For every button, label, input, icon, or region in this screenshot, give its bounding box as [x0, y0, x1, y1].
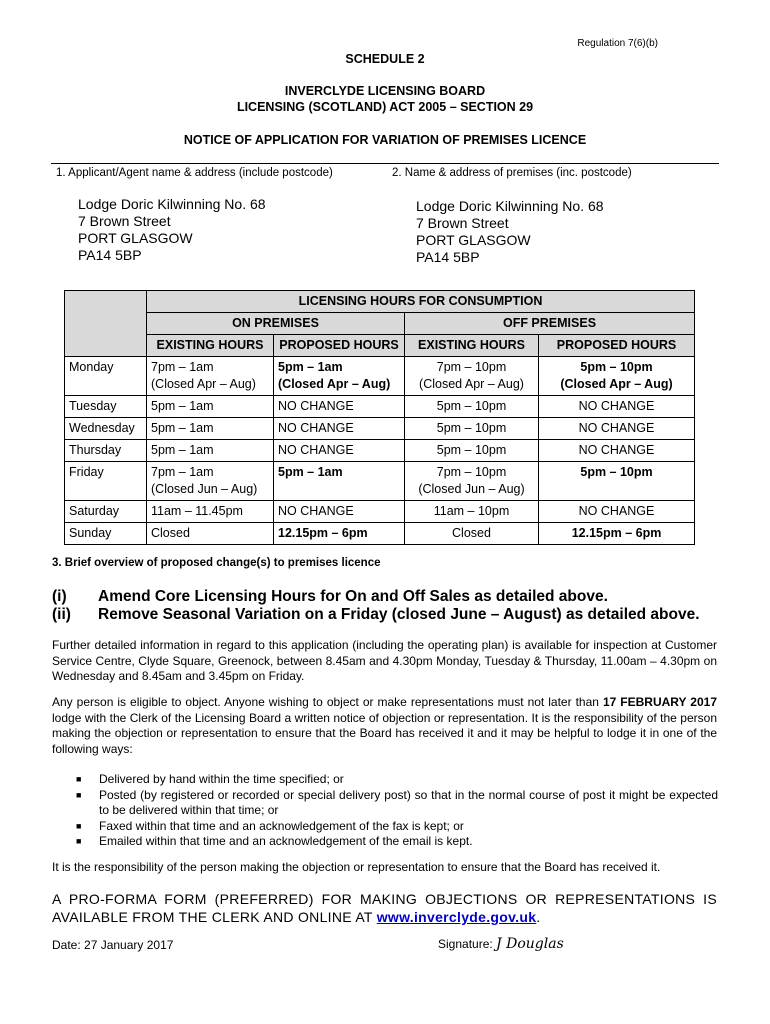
table-row	[65, 357, 695, 396]
schedule-heading: SCHEDULE 2	[345, 52, 425, 66]
notice-date: Date: 27 January 2017	[52, 938, 174, 952]
list-item-text: Posted (by registered or recorded or special delivery post) so that in the normal course of post it might be expected to be delivered within that time; or	[99, 787, 718, 817]
cell-line: Closed	[151, 526, 190, 540]
website-link[interactable]: www.inverclyde.gov.uk	[376, 909, 537, 925]
applicant-label: 1. Applicant/Agent name & address (include postcode)	[56, 167, 333, 179]
list-item	[72, 819, 718, 835]
notice-heading: NOTICE OF APPLICATION FOR VARIATION OF PREMISES LICENCE	[183, 133, 587, 147]
table-row	[65, 440, 695, 462]
cell-line: (Closed Jun – Aug)	[151, 482, 258, 496]
applicant-address	[78, 196, 266, 264]
cell-line: 7pm – 1am	[151, 360, 214, 374]
change-text: Amend Core Licensing Hours for On and Off Sales as detailed above.	[98, 588, 608, 605]
day-cell: Thursday	[65, 440, 147, 462]
proforma-text: A PRO-FORMA FORM (PREFERRED) FOR MAKING OBJECTIONS OR REPRESENTATIONS IS AVAILABLE FROM THE CLERK AND ONLINE AT	[52, 891, 717, 925]
address-line: 7 Brown Street	[416, 215, 509, 231]
off-proposed-cell	[539, 501, 695, 523]
on-existing-cell	[147, 357, 274, 396]
on-proposed-cell	[274, 357, 405, 396]
off-existing-cell	[405, 440, 539, 462]
off-proposed-cell	[539, 523, 695, 545]
signature-name: J Douglas	[496, 936, 564, 952]
off-existing-cell	[405, 357, 539, 396]
list-item-text: Faxed within that time and an acknowledgement of the fax is kept; or	[99, 818, 464, 833]
on-proposed-cell	[274, 418, 405, 440]
cell-line: NO CHANGE	[578, 421, 655, 435]
table-row	[65, 523, 695, 545]
address-line: 7 Brown Street	[78, 213, 171, 229]
on-existing-header: EXISTING HOURS	[147, 335, 274, 357]
board-heading: INVERCLYDE LICENSING BOARD	[284, 84, 486, 98]
cell-line: 5pm – 1am	[151, 399, 214, 413]
change-text: Remove Seasonal Variation on a Friday (closed June – August) as detailed above.	[98, 606, 700, 623]
act-heading: LICENSING (SCOTLAND) ACT 2005 – SECTION 29	[236, 100, 534, 114]
table-corner	[65, 291, 147, 357]
regulation-reference: Regulation 7(6)(b)	[577, 38, 658, 49]
signature-label: Signature:	[438, 937, 493, 951]
cell-line: NO CHANGE	[578, 443, 655, 457]
cell-line: 5pm – 10pm	[436, 399, 507, 413]
cell-line: 11am – 10pm	[433, 504, 510, 518]
cell-line: NO CHANGE	[278, 443, 354, 457]
objection-text: Any person is eligible to object. Anyone wishing to object or make representations must not later than	[52, 695, 603, 709]
off-proposed-cell	[539, 440, 695, 462]
bullet-icon: ■	[76, 789, 82, 800]
cell-line: (Closed Apr – Aug)	[151, 377, 256, 391]
premises-label: 2. Name & address of premises (inc. postcode)	[392, 167, 632, 179]
licensing-hours-table	[64, 290, 695, 545]
info-paragraph: Further detailed information in regard to this application (including the operating plan) is available for inspection at Customer Service Centre, Clyde Square, Greenock, between 8.45am and 4.30pm Monday, Tuesday & Thursday, 11.00am – 4.30pm on Wednesday and 8.45am and 3.45pm on Friday.	[52, 638, 717, 683]
cell-line: 11am – 11.45pm	[151, 504, 243, 518]
address-line: Lodge Doric Kilwinning No. 68	[78, 196, 266, 212]
cell-line: 5pm – 10pm	[580, 465, 653, 479]
on-proposed-cell	[274, 440, 405, 462]
on-existing-cell	[147, 501, 274, 523]
bullet-icon: ■	[76, 774, 82, 784]
off-existing-cell	[405, 418, 539, 440]
off-proposed-cell	[539, 357, 695, 396]
change-number: (ii)	[52, 606, 71, 623]
cell-line: NO CHANGE	[278, 421, 354, 435]
off-existing-cell	[405, 462, 539, 501]
cell-line: 5pm – 1am	[151, 421, 214, 435]
proforma-notice	[52, 890, 717, 926]
cell-line: NO CHANGE	[278, 399, 354, 413]
day-cell: Monday	[65, 357, 147, 396]
bullet-icon: ■	[76, 820, 82, 831]
day-cell: Sunday	[65, 523, 147, 545]
on-proposed-cell	[274, 501, 405, 523]
on-existing-cell	[147, 523, 274, 545]
day-cell: Saturday	[65, 501, 147, 523]
change-item	[52, 588, 608, 606]
off-proposed-cell	[539, 462, 695, 501]
on-premises-header: ON PREMISES	[147, 313, 405, 335]
cell-line: NO CHANGE	[578, 399, 655, 413]
off-existing-header: EXISTING HOURS	[405, 335, 539, 357]
table-row	[65, 396, 695, 418]
address-box-top-border	[51, 163, 719, 164]
list-item-text: Delivered by hand within the time specified; or	[99, 772, 344, 786]
address-line: PORT GLASGOW	[78, 230, 193, 246]
lodging-methods-list	[72, 772, 718, 850]
objection-deadline: 17 FEBRUARY 2017	[602, 695, 718, 709]
on-proposed-cell	[274, 396, 405, 418]
table-title: LICENSING HOURS FOR CONSUMPTION	[147, 291, 695, 313]
on-existing-cell	[147, 418, 274, 440]
cell-line: 5pm – 10pm	[436, 421, 507, 435]
on-existing-cell	[147, 440, 274, 462]
cell-line: 5pm – 10pm	[580, 360, 653, 374]
cell-line: 5pm – 1am	[278, 360, 343, 374]
bullet-icon: ■	[76, 836, 82, 846]
cell-line: (Closed Apr – Aug)	[278, 377, 391, 391]
section3-heading: 3. Brief overview of proposed change(s) to premises licence	[52, 557, 381, 569]
address-line: PA14 5BP	[78, 247, 142, 263]
objection-text-continued: lodge with the Clerk of the Licensing Board a written notice of objection or representation. It is the responsibility of the person making the objection or representation to ensure that the Board has received it and it may be helpful to lodge it in one of the following ways:	[52, 710, 717, 756]
day-cell: Tuesday	[65, 396, 147, 418]
signature	[438, 936, 564, 952]
on-proposed-header: PROPOSED HOURS	[274, 335, 405, 357]
off-premises-header: OFF PREMISES	[405, 313, 695, 335]
cell-line: (Closed Jun – Aug)	[418, 482, 525, 496]
objection-paragraph	[52, 695, 717, 757]
off-existing-cell	[405, 523, 539, 545]
off-proposed-cell	[539, 396, 695, 418]
proforma-end: .	[536, 909, 541, 925]
premises-address	[416, 198, 604, 266]
on-existing-cell	[147, 462, 274, 501]
table-row	[65, 501, 695, 523]
cell-line: NO CHANGE	[578, 504, 655, 518]
cell-line: 5pm – 10pm	[436, 443, 507, 457]
off-existing-cell	[405, 396, 539, 418]
off-proposed-header: PROPOSED HOURS	[539, 335, 695, 357]
list-item	[72, 834, 718, 850]
off-proposed-cell	[539, 418, 695, 440]
cell-line: 7pm – 1am	[151, 465, 214, 479]
cell-line: 7pm – 10pm	[436, 465, 507, 479]
address-line: PA14 5BP	[416, 249, 480, 265]
cell-line: NO CHANGE	[278, 504, 354, 518]
cell-line: 7pm – 10pm	[436, 360, 507, 374]
on-proposed-cell	[274, 523, 405, 545]
list-item	[72, 772, 718, 788]
address-line: PORT GLASGOW	[416, 232, 531, 248]
cell-line: Closed	[452, 526, 491, 540]
address-line: Lodge Doric Kilwinning No. 68	[416, 198, 604, 214]
cell-line: (Closed Apr – Aug)	[560, 377, 673, 391]
day-cell: Wednesday	[65, 418, 147, 440]
cell-line: 12.15pm – 6pm	[278, 526, 368, 540]
cell-line: 5pm – 1am	[278, 465, 343, 479]
responsibility-paragraph: It is the responsibility of the person making the objection or representation to ensure that the Board has received it.	[52, 860, 661, 874]
on-existing-cell	[147, 396, 274, 418]
table-row	[65, 462, 695, 501]
cell-line: 5pm – 1am	[151, 443, 214, 457]
cell-line: (Closed Apr – Aug)	[419, 377, 524, 391]
table-row	[65, 418, 695, 440]
cell-line: 12.15pm – 6pm	[571, 526, 662, 540]
day-cell: Friday	[65, 462, 147, 501]
off-existing-cell	[405, 501, 539, 523]
change-number: (i)	[52, 588, 67, 605]
on-proposed-cell	[274, 462, 405, 501]
change-item	[52, 606, 700, 624]
list-item-text: Emailed within that time and an acknowledgement of the email is kept.	[99, 834, 473, 848]
list-item	[72, 788, 718, 819]
